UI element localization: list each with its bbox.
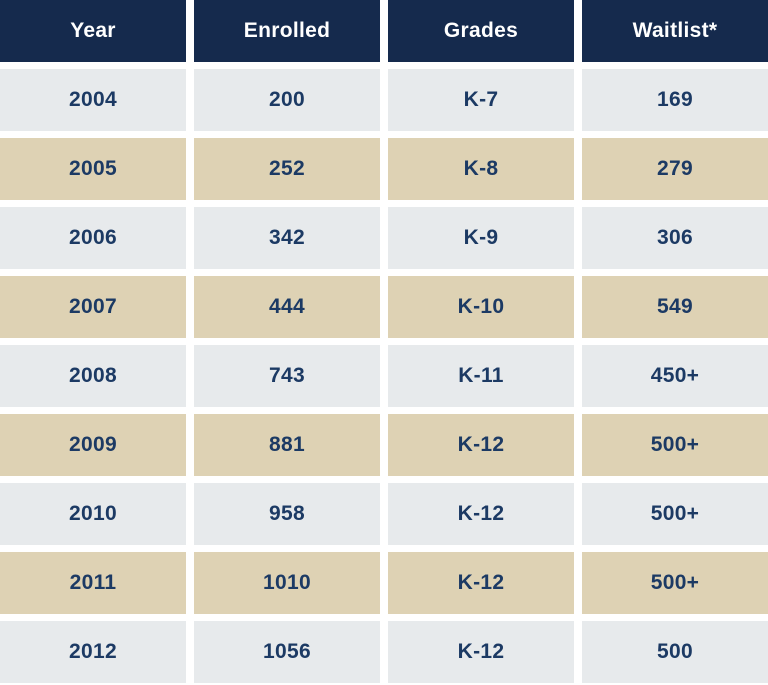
cell-waitlist: 549 [582,276,768,338]
cell-waitlist: 169 [582,69,768,131]
cell-grades: K-12 [388,414,574,476]
column-header-year: Year [0,0,186,62]
cell-enrolled: 743 [194,345,380,407]
cell-enrolled: 200 [194,69,380,131]
cell-grades: K-11 [388,345,574,407]
cell-grades: K-12 [388,483,574,545]
cell-waitlist: 306 [582,207,768,269]
cell-enrolled: 444 [194,276,380,338]
cell-enrolled: 881 [194,414,380,476]
cell-year: 2005 [0,138,186,200]
cell-waitlist: 450+ [582,345,768,407]
cell-waitlist: 279 [582,138,768,200]
cell-waitlist: 500 [582,621,768,683]
cell-enrolled: 1010 [194,552,380,614]
cell-enrolled: 958 [194,483,380,545]
cell-enrolled: 342 [194,207,380,269]
cell-year: 2009 [0,414,186,476]
cell-year: 2007 [0,276,186,338]
cell-year: 2010 [0,483,186,545]
cell-enrolled: 1056 [194,621,380,683]
cell-grades: K-12 [388,552,574,614]
cell-grades: K-7 [388,69,574,131]
cell-grades: K-8 [388,138,574,200]
cell-year: 2004 [0,69,186,131]
cell-year: 2012 [0,621,186,683]
cell-waitlist: 500+ [582,414,768,476]
column-header-waitlist: Waitlist* [582,0,768,62]
column-header-grades: Grades [388,0,574,62]
cell-enrolled: 252 [194,138,380,200]
cell-grades: K-10 [388,276,574,338]
cell-waitlist: 500+ [582,483,768,545]
column-header-enrolled: Enrolled [194,0,380,62]
cell-grades: K-9 [388,207,574,269]
cell-waitlist: 500+ [582,552,768,614]
cell-grades: K-12 [388,621,574,683]
cell-year: 2011 [0,552,186,614]
cell-year: 2006 [0,207,186,269]
cell-year: 2008 [0,345,186,407]
